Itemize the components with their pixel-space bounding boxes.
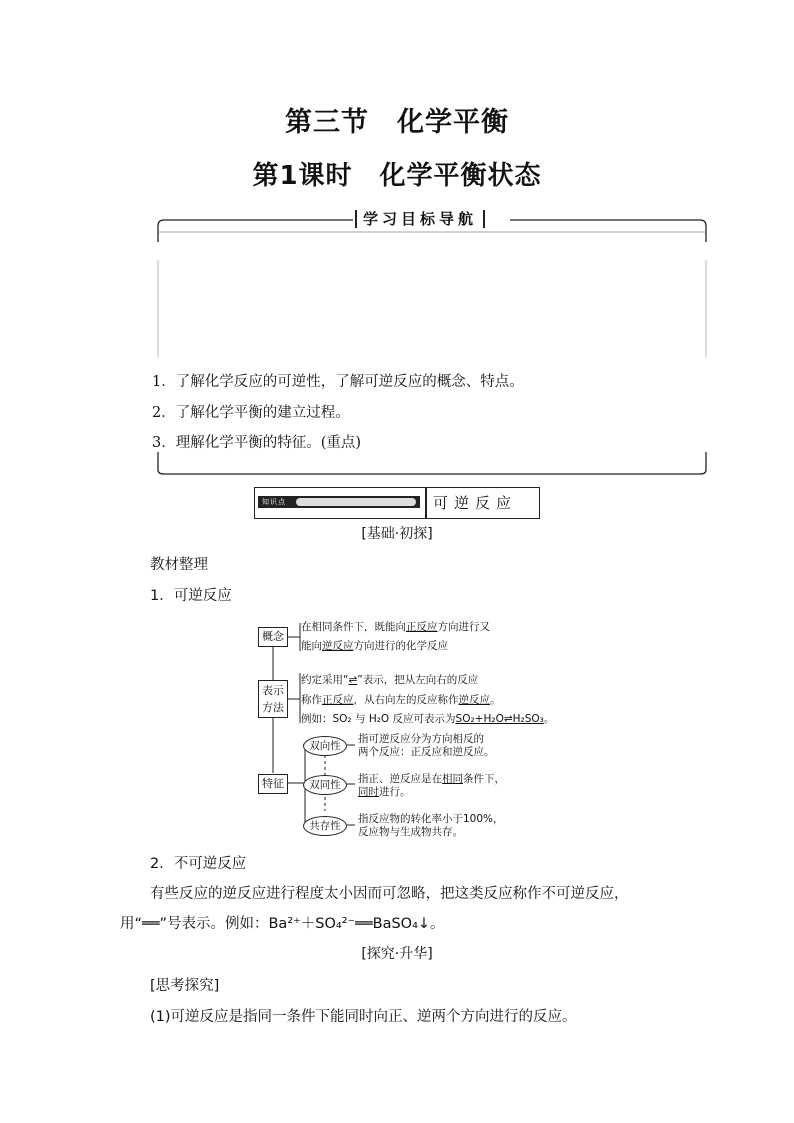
section-bar-highlight — [296, 498, 416, 506]
item2-heading: 2．不可逆反应 — [150, 856, 247, 872]
material-heading: 教材整理 — [150, 557, 208, 573]
oval3-description: 指反应物的转化率小于100%， 反应物与生成物共存。 — [358, 813, 504, 838]
section-banner — [254, 487, 540, 519]
goal-item-2: 2．了解化学平衡的建立过程。 — [152, 405, 350, 421]
section-tag-bar — [258, 496, 420, 508]
item2-paragraph-line-2: 用“══”号表示。例如：Ba²⁺＋SO₄²⁻══BaSO₄↓。 — [120, 916, 445, 932]
item1-heading: 1．可逆反应 — [150, 588, 232, 604]
explore-upgrade-heading: [探究·升华] — [361, 946, 433, 962]
method-label: 表示 方法 — [258, 680, 288, 718]
item2-paragraph-line-1: 有些反应的逆反应进行程度太小因而可忽略，把这类反应称作不可逆反应， — [150, 886, 629, 902]
goal-item-1: 1．了解化学反应的可逆性，了解可逆反应的概念、特点。 — [152, 374, 524, 390]
section-divider — [425, 488, 427, 518]
lesson-title: 第1课时 化学平衡状态 — [252, 161, 542, 191]
oval1-description: 指可逆反应分为方向相反的 两个反应：正反应和逆反应。 — [358, 733, 495, 758]
thinking-heading: [思考探究] — [150, 978, 220, 994]
oval-same-conditions: 双同性 — [303, 775, 347, 795]
concept-line-1: 在相同条件下，既能向正反应方向进行又 — [301, 621, 490, 633]
oval-bidirectional: 双向性 — [303, 736, 347, 756]
concept-line-2: 能向逆反应方向进行的化学反应 — [301, 640, 448, 652]
method-line-2: 称作正反应，从右向左的反应称作逆反应。 — [301, 694, 501, 706]
section-title: 第三节 化学平衡 — [285, 107, 509, 138]
basic-explore-heading: [基础·初探] — [361, 526, 433, 542]
goal-item-3: 3．理解化学平衡的特征。(重点) — [152, 435, 362, 451]
section-tag: 知识点 — [262, 498, 286, 506]
method-line-3: 例如：SO₂ 与 H₂O 反应可表示为SO₂+H₂O⇌H₂SO₃。 — [301, 713, 555, 725]
oval2-description: 指正、逆反应是在相同条件下， 同时进行。 — [358, 773, 505, 798]
feature-label: 特征 — [258, 774, 288, 794]
oval-coexistence: 共存性 — [303, 816, 347, 836]
method-line-1: 约定采用“⇌”表示，把从左向右的反应 — [301, 674, 479, 686]
section-banner-title: 可逆反应 — [433, 494, 518, 512]
concept-label: 概念 — [258, 627, 288, 647]
thinking-item-1: (1)可逆反应是指同一条件下能同时向正、逆两个方向进行的反应。 — [150, 1009, 577, 1025]
goals-nav-label: 学习目标导航 — [355, 210, 485, 228]
